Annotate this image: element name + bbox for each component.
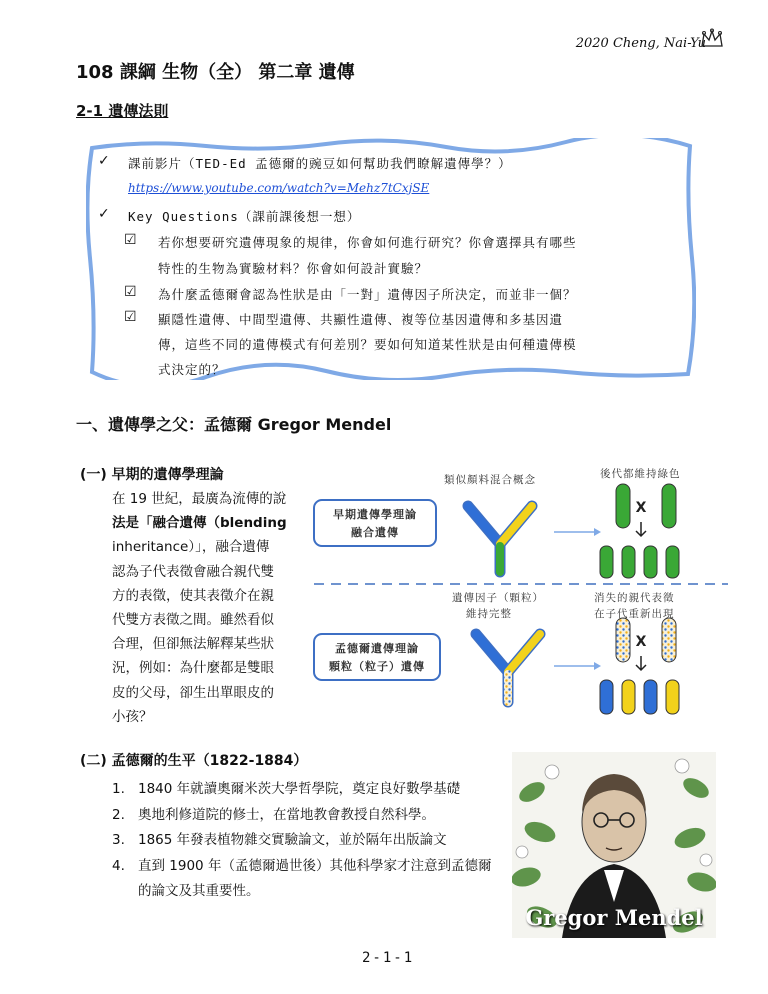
item-number: 3. xyxy=(112,832,125,848)
particle-result-line-1: 消失的親代表徵 xyxy=(594,592,675,604)
paragraph-line: 法是「融合遺傳（blending xyxy=(112,515,287,532)
inheritance-diagram xyxy=(310,466,730,730)
author-credit: 2020 Cheng, Nai-Yu xyxy=(575,36,706,51)
document-title: 108 課綱 生物（全） 第二章 遺傳 xyxy=(76,62,355,83)
item-number: 4. xyxy=(112,857,125,874)
portrait-caption: Gregor Mendel xyxy=(525,905,703,930)
checked-box-icon: ☑ xyxy=(124,232,137,248)
crown-icon xyxy=(700,28,724,50)
question-2-line-1: 為什麼孟德爾會認為性狀是由「一對」遺傳因子所決定，而並非一個？ xyxy=(158,287,577,302)
key-questions-title: Key Questions（課前課後想一想） xyxy=(128,209,361,224)
paragraph-line: inheritance）」，融合遺傳 xyxy=(112,539,270,556)
subsection-heading: (一) 早期的遺傳學理論 xyxy=(80,467,224,483)
blend-concept-label: 類似顏料混合概念 xyxy=(444,474,536,486)
particle-box-line-1: 孟德爾遺傳理論 xyxy=(335,642,419,655)
down-arrow-icon xyxy=(636,522,646,536)
blending-paragraph xyxy=(112,487,312,729)
checked-box-icon: ☑ xyxy=(124,309,137,325)
list-item xyxy=(112,777,492,803)
particle-result-line-2: 在子代重新出現 xyxy=(594,608,675,620)
paragraph-line: 代雙方表徵之間。雖然看似 xyxy=(112,612,274,629)
down-arrow-icon xyxy=(636,656,646,670)
question-3-line-1: 顯隱性遺傳、中間型遺傳、共顯性遺傳、複等位基因遺傳和多基因遺 xyxy=(158,312,564,327)
question-1-line-2: 特性的生物為實驗材料？你會如何設計實驗？ xyxy=(158,261,429,276)
paragraph-line: 在 19 世紀，最廣為流傳的說 xyxy=(112,491,287,507)
list-item xyxy=(112,803,492,829)
paragraph-line: 合理，但卻無法解釋某些狀 xyxy=(112,636,274,653)
key-questions-box xyxy=(86,138,696,380)
list-item xyxy=(112,828,492,854)
mendel-portrait xyxy=(512,752,716,938)
item-number: 2. xyxy=(112,806,125,823)
item-text: 直到 1900 年（孟德爾過世後）其他科學家才注意到孟德爾的論文及其重要性。 xyxy=(138,857,492,899)
mendel-life-list xyxy=(112,777,492,905)
item-text: 1840 年就讀奧爾米茨大學哲學院，奠定良好數學基礎 xyxy=(138,781,461,797)
checkmark-icon: ✓ xyxy=(98,153,110,169)
page-number: 2-1-1 xyxy=(362,950,415,966)
video-link[interactable]: https://www.youtube.com/watch?v=Mehz7tCxjSE xyxy=(128,181,430,195)
blending-box-line-1: 早期遺傳學理論 xyxy=(333,508,417,521)
blending-y-tube xyxy=(468,506,532,572)
checked-box-icon: ☑ xyxy=(124,284,137,300)
particle-concept-line-2: 維持完整 xyxy=(466,608,512,620)
checkmark-icon: ✓ xyxy=(98,206,110,222)
paragraph-line: 方的表徵，使其表徵介在親 xyxy=(112,587,274,604)
question-3-line-2: 傳，這些不同的遺傳模式有何差別？要如何知道某性狀是由何種遺傳模 xyxy=(158,337,577,352)
section-heading: 2-1 遺傳法則 xyxy=(76,102,169,120)
paragraph-line: 況，例如：為什麼都是雙眼 xyxy=(112,660,274,677)
green-offspring-tubes xyxy=(600,546,679,578)
question-1-line-1: 若你想要研究遺傳現象的規律，你會如何進行研究？你會選擇具有哪些 xyxy=(158,235,577,250)
blending-box-line-2: 融合遺傳 xyxy=(351,526,399,539)
cross-symbol: X xyxy=(635,634,647,650)
subsection-heading: (二) 孟德爾的生平（1822-1884） xyxy=(80,753,308,769)
video-line: 課前影片（TED-Ed 孟德爾的豌豆如何幫助我們瞭解遺傳學？） xyxy=(128,156,512,171)
paragraph-line: 皮的父母，卻生出單眼皮的 xyxy=(112,684,274,701)
mixed-offspring-tubes xyxy=(600,680,679,714)
item-text: 奧地利修道院的修士，在當地教會教授自然科學。 xyxy=(138,806,435,823)
particle-y-tube xyxy=(476,634,540,702)
cross-symbol: X xyxy=(635,500,647,516)
part-heading: 一、遺傳學之父：孟德爾 Gregor Mendel xyxy=(76,415,392,434)
item-number: 1. xyxy=(112,781,125,797)
item-text: 1865 年發表植物雜交實驗論文，並於隔年出版論文 xyxy=(138,832,447,848)
paragraph-line: 小孩？ xyxy=(112,708,153,725)
list-item xyxy=(112,854,492,905)
particle-concept-line-1: 遺傳因子（顆粒） xyxy=(452,592,544,604)
question-3-line-3: 式決定的？ xyxy=(158,362,226,377)
blend-result-label: 後代都維持綠色 xyxy=(600,468,681,480)
particle-box-line-2: 顆粒（粒子）遺傳 xyxy=(329,660,425,673)
paragraph-line: 認為子代表徵會融合親代雙 xyxy=(112,563,274,580)
